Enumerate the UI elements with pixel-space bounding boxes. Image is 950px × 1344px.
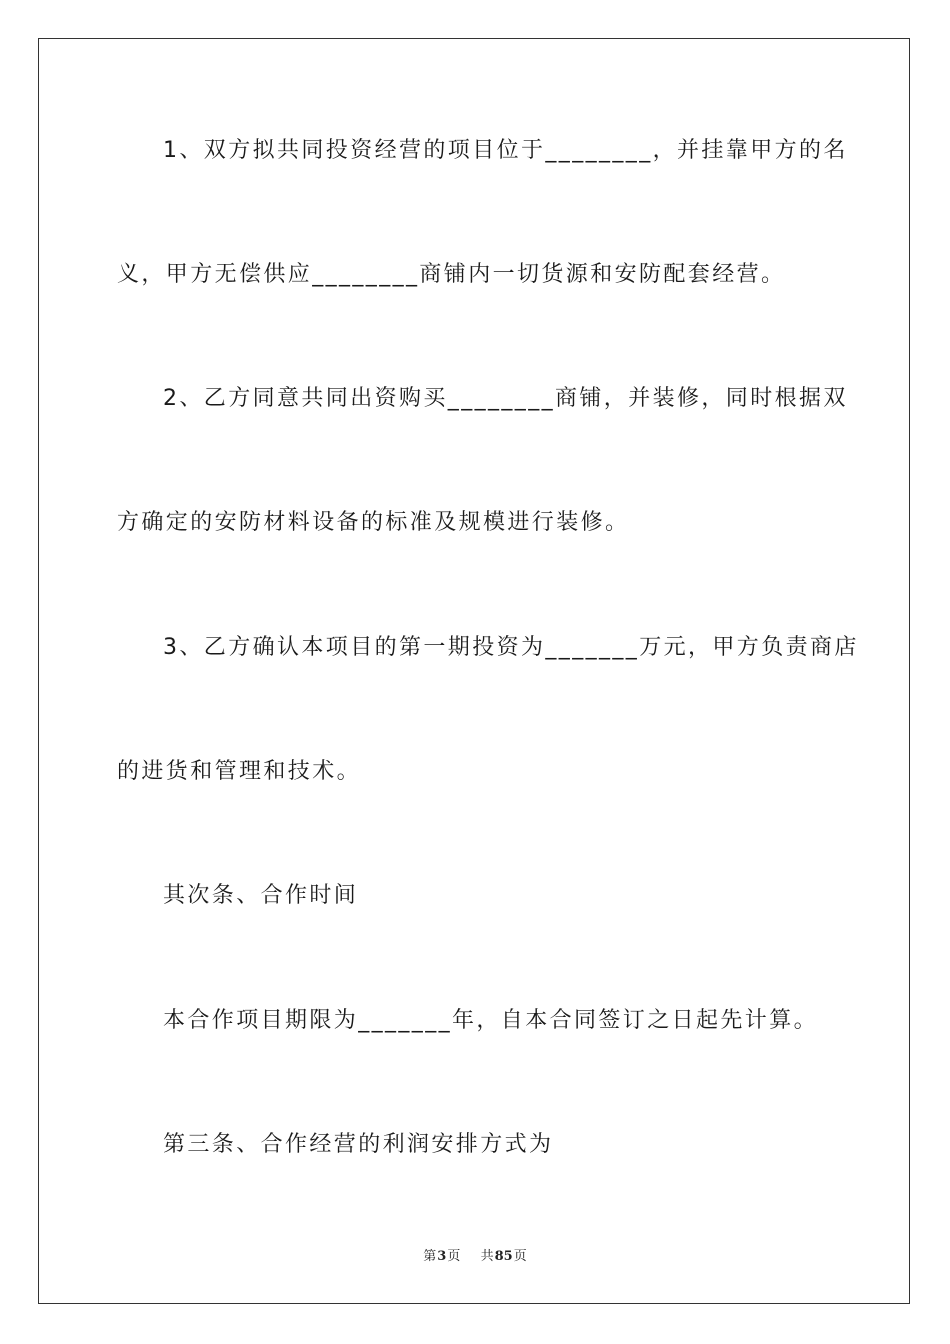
clause-3-line-2: 的进货和管理和技术。 <box>117 759 362 784</box>
footer-page-suffix: 页 <box>447 1249 461 1264</box>
clause-2-line-2: 方确定的安防材料设备的标准及规模进行装修。 <box>117 510 630 535</box>
clause-1-line-1: 1、双方拟共同投资经营的项目位于________，并挂靠甲方的名 <box>163 138 848 163</box>
footer-page-number: 3 <box>437 1249 447 1264</box>
clause-1-line-2: 义，甲方无偿供应________商铺内一切货源和安防配套经营。 <box>117 262 786 287</box>
page-border <box>38 38 910 1304</box>
footer-page-prefix: 第 <box>423 1249 437 1264</box>
section-heading-cooperation-time: 其次条、合作时间 <box>163 883 359 908</box>
clause-3-line-1: 3、乙方确认本项目的第一期投资为_______万元，甲方负责商店 <box>163 635 859 660</box>
clause-2-line-1: 2、乙方同意共同出资购买________商铺，并装修，同时根据双 <box>163 386 848 411</box>
footer-total-pages: 85 <box>494 1249 513 1264</box>
footer-total-suffix: 页 <box>513 1249 527 1264</box>
page-footer <box>0 1248 950 1266</box>
section-heading-profit-arrangement: 第三条、合作经营的利润安排方式为 <box>163 1132 554 1157</box>
footer-total-prefix: 共 <box>480 1249 494 1264</box>
term-paragraph: 本合作项目期限为_______年，自本合同签订之日起先计算。 <box>163 1008 819 1033</box>
